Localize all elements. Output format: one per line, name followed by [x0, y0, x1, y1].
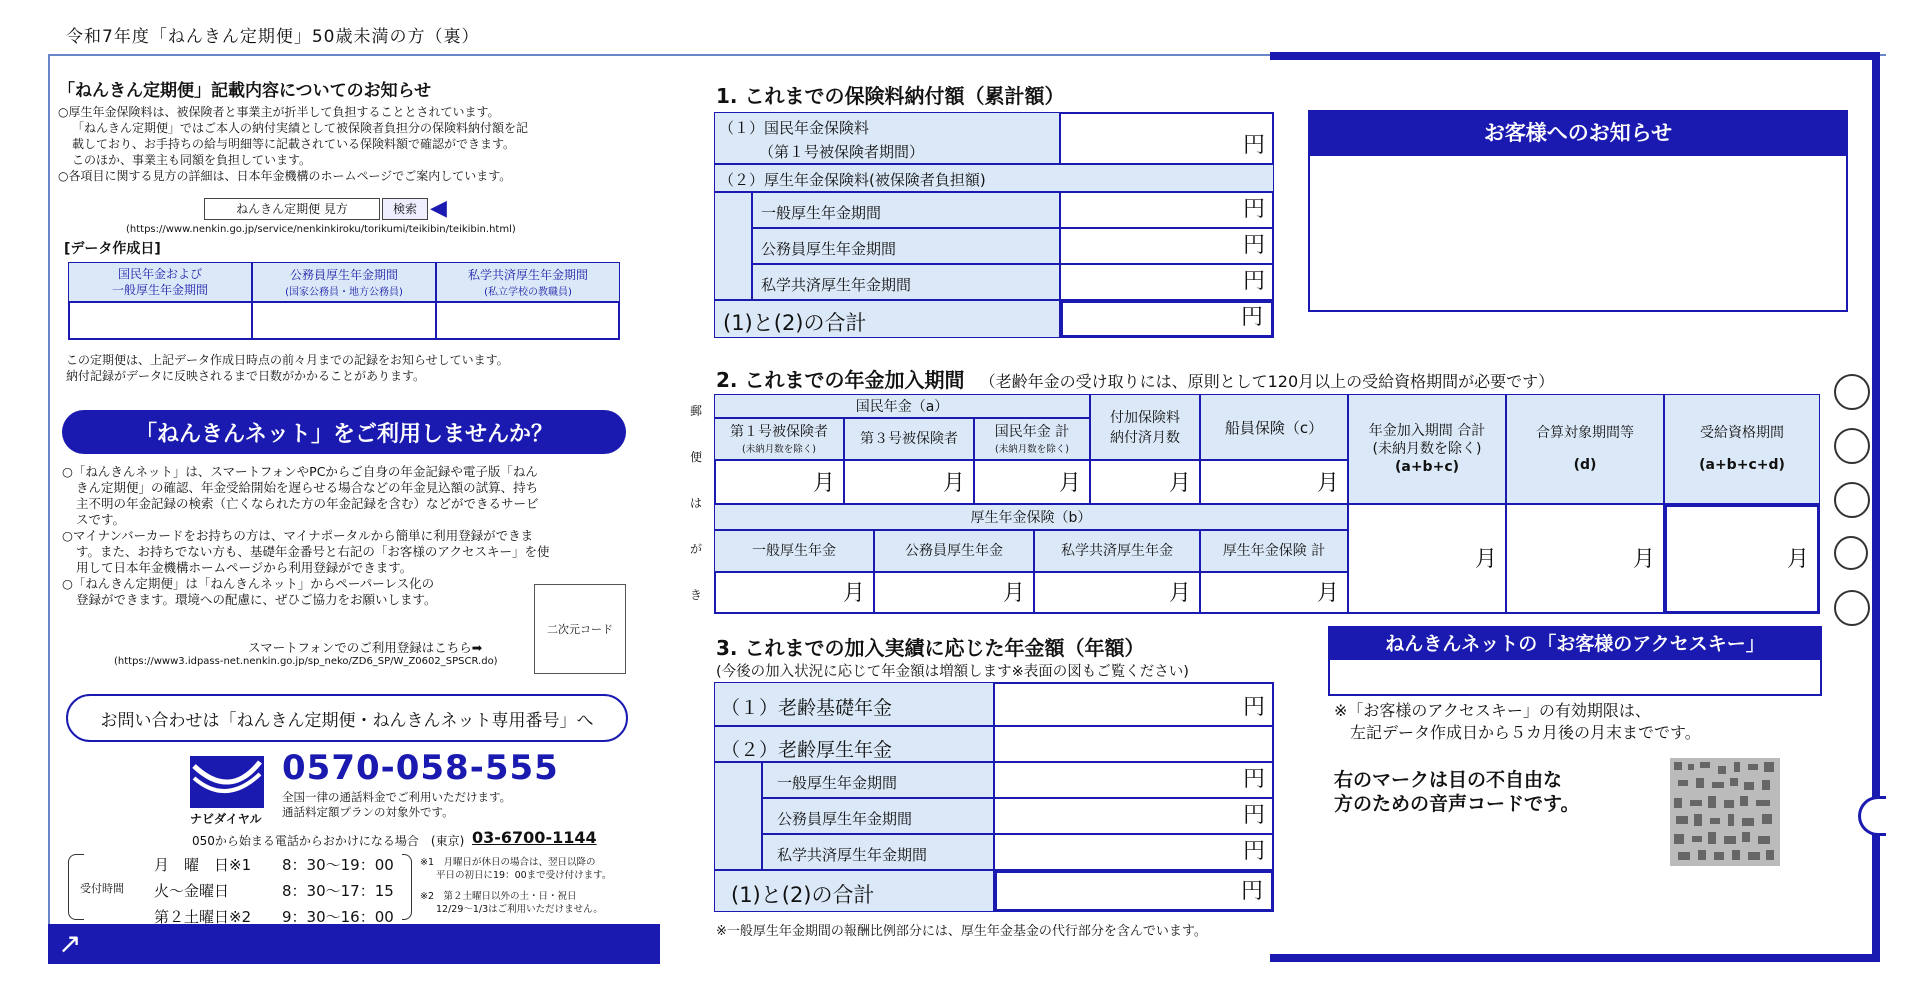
hours-day: 火〜金曜日 [154, 882, 230, 900]
binder-hole [1834, 482, 1870, 518]
sec2-subtitle: （老齢年金の受け取りには、原則として120月以上の受給資格期間が必要です） [979, 372, 1555, 391]
date-value [68, 302, 252, 340]
navidial-label: ナビダイヤル [190, 812, 262, 826]
date-header-main: 私学共済厚生年金期間 [467, 267, 588, 282]
sec1-row1-label [714, 112, 1060, 164]
month-unit: 月 [942, 471, 965, 496]
voice-note-line: 方のための音声コードです。 [1334, 793, 1580, 815]
hours-bracket-right [402, 854, 412, 920]
search-button[interactable]: 検索 [382, 198, 428, 220]
phone-number[interactable]: 0570-058-555 [282, 748, 559, 788]
col-header-main: 第３号被保険者 [860, 431, 958, 447]
sec3-row1-value [994, 682, 1274, 726]
hours-note-line: ※2 第２土曜日以外の土・日・祝日 [420, 891, 577, 902]
hours-time: 8：30〜19：00 [282, 856, 394, 874]
sec3-row2-text: （２）老齢厚生年金 [721, 739, 893, 761]
sec3-sub-value [994, 762, 1274, 798]
month-unit: 月 [1002, 581, 1025, 606]
sec2-title-row [716, 364, 1554, 393]
net-line: ○「ねんきん定期便」は「ねんきんネット」からペーパーレス化の [62, 576, 435, 591]
sec3-footnote: ※一般厚生年金期間の報酬比例部分には、厚生年金基金の代行部分を含んでいます。 [716, 924, 1207, 939]
yen-unit: 円 [1242, 767, 1265, 792]
sec2-kosei-col-header: 一般厚生年金 [714, 530, 874, 572]
access-key-field [1328, 658, 1822, 696]
net-line: ○マイナンバーカードをお持ちの方は、マイナポータルから簡単に利用登録ができま [62, 528, 534, 543]
alt-phone-label: 050から始まる電話からおかけになる場合 (東京) [192, 834, 465, 848]
net-line: ○「ねんきんネット」は、スマートフォンやPCからご自身の年金記録や電子版「ねん [62, 464, 538, 479]
search-box[interactable]: ねんきん定期便 見方 [204, 198, 380, 220]
net-line: す。また、お持ちでない方も、基礎年金番号と右記の「お客様のアクセスキー」を使 [76, 544, 550, 559]
bottom-left-band [48, 924, 660, 964]
arrow-icon: ↗ [58, 927, 82, 960]
sec2-col-header [714, 418, 844, 460]
month-unit: 月 [1168, 581, 1191, 606]
month-unit: 月 [1474, 547, 1497, 572]
sec3-total-label [714, 870, 994, 912]
binder-hole [1834, 590, 1870, 626]
sec3-row2-value [994, 726, 1274, 762]
sec2-kosei-col-header: 厚生年金保険 計 [1200, 530, 1348, 572]
sec2-col-header [974, 418, 1090, 460]
hours-note-line: ※1 月曜日が休日の場合は、翌日以降の [420, 857, 596, 868]
notice-box-title: お客様へのお知らせ [1308, 110, 1848, 154]
sec2-value [1200, 460, 1348, 504]
yen-unit: 円 [1240, 879, 1263, 904]
hours-times [282, 852, 394, 930]
date-header [436, 262, 620, 302]
sec1-sub-label [752, 264, 1060, 300]
hours-day: 第２土曜日※2 [154, 908, 252, 926]
sec2-value [844, 460, 974, 504]
yen-unit: 円 [1240, 305, 1263, 330]
access-note-line: ※「お客様のアクセスキー」の有効期限は、 [1334, 701, 1651, 720]
binder-hole [1834, 374, 1870, 410]
net-line: 登録ができます。環境への配慮に、ぜひご協力をお願いします。 [76, 592, 437, 607]
sec1-row2-label [714, 164, 1274, 192]
hours-note-line: 12/29〜1/3はご利用いただけません。 [436, 904, 603, 915]
binder-hole [1834, 536, 1868, 570]
month-unit: 月 [812, 471, 835, 496]
navidial-logo-icon [190, 756, 264, 808]
sec2-fuka-header: 付加保険料納付済月数 [1090, 394, 1200, 460]
sec3-sub-label [762, 762, 994, 798]
sec2-value [1200, 572, 1348, 614]
sec1-sub-label-text: 公務員厚生年金期間 [761, 240, 897, 258]
access-key-title: ねんきんネットの「お客様のアクセスキー」 [1328, 626, 1822, 658]
month-unit: 月 [1316, 471, 1339, 496]
sec3-row2-label [714, 726, 994, 762]
month-unit: 月 [842, 581, 865, 606]
voice-note-line: 右のマークは目の不自由な [1334, 769, 1563, 791]
month-unit: 月 [1058, 471, 1081, 496]
sec1-total-label [714, 300, 1060, 338]
month-unit: 月 [1316, 581, 1339, 606]
net-banner: 「ねんきんネット」をご利用しませんか？ [62, 410, 626, 454]
sec1-sub-value [1060, 192, 1274, 228]
notice-box-body [1308, 154, 1848, 312]
smartphone-note: スマートフォンでのご利用登録はこちら➡ [248, 640, 483, 655]
sec2-senin-header: 船員保険（c） [1200, 394, 1348, 460]
hours-time: 8：30〜17：15 [282, 882, 394, 900]
sec3-sub-value [994, 834, 1274, 870]
net-line: スです。 [76, 512, 126, 527]
notice-line: 載しており、お手持ちの給与明細等に記載されている保険料額で確認ができます。 [72, 137, 516, 151]
sec2-jukyu-value [1664, 504, 1820, 614]
yen-unit: 円 [1242, 233, 1265, 258]
phone-note-line: 全国一律の通話料金でご利用いただけます。 [282, 790, 512, 804]
yen-unit: 円 [1242, 839, 1265, 864]
hours-label: 受付時間 [80, 882, 124, 895]
hours-notes [420, 856, 611, 916]
sec3-sub-label-text: 公務員厚生年金期間 [777, 810, 913, 828]
sec1-sub-label [752, 228, 1060, 264]
date-value [436, 302, 620, 340]
sec1-sub-label-text: 一般厚生年金期間 [761, 204, 882, 222]
col-header-main: 国民年金 計 [994, 424, 1070, 440]
sec3-row1-text: （１）老齢基礎年金 [721, 697, 893, 719]
page-title: 令和7年度「ねんきん定期便」50歳未満の方（裏） [66, 27, 480, 47]
sec2-col-header [844, 418, 974, 460]
binder-hole [1834, 428, 1870, 464]
net-line: きん定期便」の確認、年金受給開始を遅らせる場合などの年金見込額の試算、持ち [76, 480, 539, 495]
sec2-value [1090, 460, 1200, 504]
date-note-line: 納付記録がデータに反映されるまで日数がかかることがあります。 [66, 369, 426, 383]
data-date-label: [データ作成日] [64, 241, 161, 257]
notice-line: ○各項目に関する見方の詳細は、日本年金機構のホームページでご案内しています。 [58, 169, 512, 183]
sec3-total-label-text: (1)と(2)の合計 [731, 883, 875, 907]
qr-placeholder[interactable]: 二次元コード [534, 584, 626, 674]
hours-time: 9：30〜16：00 [282, 908, 394, 926]
sec2-gassan-header [1506, 394, 1664, 504]
date-note [66, 352, 509, 384]
sec3-title: 3. これまでの加入実績に応じた年金額（年額） [716, 636, 1145, 660]
notice-text [58, 104, 668, 184]
cursor-arrow-icon: ◀ [430, 196, 447, 221]
sec2-value [1034, 572, 1200, 614]
date-header-sub: (国家公務員・地方公務員) [285, 286, 403, 298]
sec3-sub-label-text: 一般厚生年金期間 [777, 774, 898, 792]
sec1-sub-value [1060, 228, 1274, 264]
inquiry-banner: お問い合わせは「ねんきん定期便・ねんきんネット専用番号」へ [66, 694, 628, 742]
sec1-row2-label-text: （２）厚生年金保険料(被保険者負担額) [719, 171, 986, 189]
month-unit: 月 [1632, 547, 1655, 572]
sec2-kosei-header: 厚生年金保険（b） [714, 504, 1348, 530]
month-unit: 月 [1168, 471, 1191, 496]
sec2-value [974, 460, 1090, 504]
sec2-kokumin-header: 国民年金（a） [714, 394, 1090, 418]
month-unit: 月 [1786, 547, 1809, 572]
search-url[interactable]: (https://www.nenkin.go.jp/service/nenkinkiroku/torikumi/teikibin/teikibin.html) [126, 224, 516, 235]
notice-title: 「ねんきん定期便」記載内容についてのお知らせ [58, 81, 432, 101]
sec3-sub-label-text: 私学共済厚生年金期間 [777, 846, 928, 864]
date-header-main: 公務員厚生年金期間 [289, 267, 398, 282]
sec1-indent [714, 192, 752, 300]
sec2-kosei-col-header: 公務員厚生年金 [874, 530, 1034, 572]
sec3-sub-label [762, 798, 994, 834]
col-header-main: 第１号被保険者 [730, 424, 828, 440]
bottom-right-band [1270, 954, 1880, 962]
yen-unit: 円 [1242, 803, 1265, 828]
sec2-total-value [1348, 504, 1506, 614]
date-header [68, 262, 252, 302]
yen-unit: 円 [1242, 695, 1265, 720]
sec2-kosei-col-header: 私学共済厚生年金 [1034, 530, 1200, 572]
sec3-total-value [994, 870, 1274, 912]
date-value [252, 302, 436, 340]
date-header-main: 国民年金および [117, 267, 202, 281]
col-header-main: 受給資格期間 [1700, 425, 1784, 441]
yen-unit: 円 [1242, 269, 1265, 294]
col-header-main: 年金加入期間 合計 [1368, 423, 1486, 439]
net-line: 用して日本年金機構ホームページから利用登録ができます。 [76, 560, 413, 575]
date-note-line: この定期便は、上記データ作成日時点の前々月までの記録をお知らせしています。 [66, 353, 509, 367]
sec1-row1-label-b: （第１号被保険者期間） [759, 143, 925, 161]
top-right-band [1270, 52, 1878, 60]
col-header-formula: (d) [1573, 457, 1597, 473]
sec1-sub-value [1060, 264, 1274, 300]
notice-line: ○厚生年金保険料は、被保険者と事業主が折半して負担することとされています。 [58, 105, 500, 119]
sec1-total-label-text: (1)と(2)の合計 [723, 311, 867, 335]
col-header-sub: (未納月数を除く) [1372, 441, 1482, 457]
sec2-gassan-value [1506, 504, 1664, 614]
sec2-total-header [1348, 394, 1506, 504]
voice-code-icon [1670, 758, 1780, 866]
sec1-sub-label-text: 私学共済厚生年金期間 [761, 276, 912, 294]
yen-unit: 円 [1242, 197, 1265, 222]
sec1-row1-value [1060, 112, 1274, 164]
sec1-row1-label-a: （１）国民年金保険料 [719, 119, 870, 137]
sec3-indent [714, 762, 762, 870]
notice-line: 「ねんきん定期便」ではご本人の納付実績として被保険者負担分の保険料納付額を記 [72, 121, 529, 135]
voice-code-note [1334, 768, 1579, 816]
hours-note-line: 平日の初日に19：00まで受け付けます。 [436, 870, 612, 881]
sec1-title: 1. これまでの保険料納付額（累計額） [716, 84, 1065, 108]
col-header-main: 合算対象期間等 [1536, 425, 1634, 441]
sec3-sub-value [994, 798, 1274, 834]
net-line: 主不明の年金記録の検索（亡くなられた方の年金記録を含む）などができるサービ [76, 496, 539, 511]
sec3-sub-label [762, 834, 994, 870]
col-header-formula: (a+b+c+d) [1699, 457, 1785, 473]
sec3-subtitle: (今後の加入状況に応じて年金額は増額します※表面の図もご覧ください) [716, 664, 1189, 680]
date-header [252, 262, 436, 302]
hours-days [154, 852, 251, 930]
access-key-note [1334, 700, 1701, 744]
postcard-side-text: 郵便はがき [689, 404, 702, 602]
date-header-sub: 一般厚生年金期間 [111, 283, 208, 297]
sec3-row1-label [714, 682, 994, 726]
sec1-sub-label [752, 192, 1060, 228]
sec2-value [874, 572, 1034, 614]
sec2-value [714, 460, 844, 504]
sec2-jukyu-header [1664, 394, 1820, 504]
notice-line: このほか、事業主も同額を負担しています。 [72, 153, 312, 167]
sec2-value [714, 572, 874, 614]
sec1-total-value [1060, 300, 1274, 338]
yen-unit: 円 [1242, 133, 1265, 158]
phone-notes [282, 790, 511, 820]
hours-day: 月 曜 日※1 [154, 856, 252, 874]
sec2-title: 2. これまでの年金加入期間 [716, 368, 965, 392]
phone-note-line: 通話料定額プランの対象外です。 [282, 805, 454, 819]
col-header-sub: (未納月数を除く) [742, 444, 816, 455]
col-header-sub: (未納月数を除く) [995, 444, 1069, 455]
alt-phone-number[interactable]: 03-6700-1144 [472, 828, 597, 847]
col-header-formula: (a+b+c) [1394, 459, 1460, 475]
date-header-sub: (私立学校の教職員) [484, 286, 572, 298]
access-note-line: 左記データ作成日から５カ月後の月末までです。 [1350, 723, 1701, 742]
smartphone-url[interactable]: (https://www3.idpass-net.nenkin.go.jp/sp_neko/ZD6_SP/W_Z0602_SPSCR.do) [114, 656, 498, 667]
